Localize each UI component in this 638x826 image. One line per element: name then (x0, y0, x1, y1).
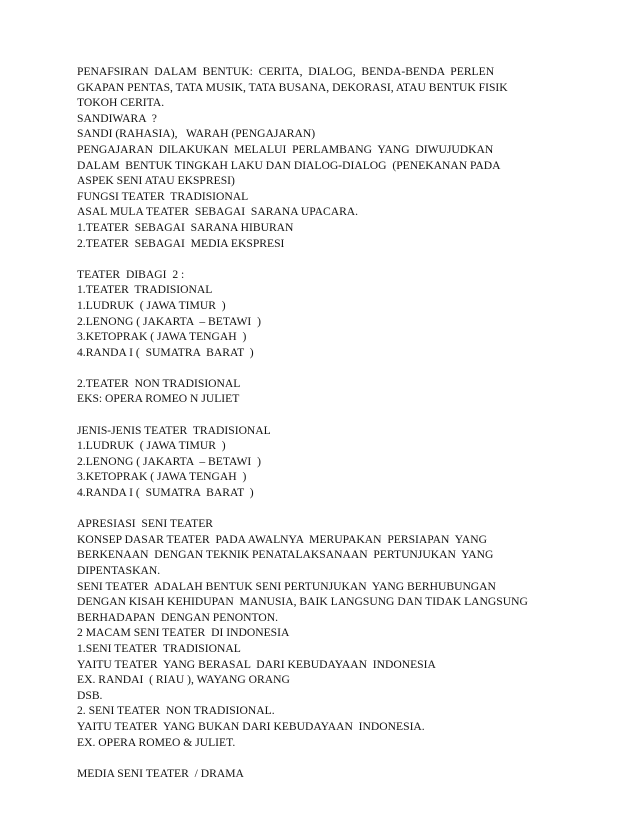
text-line: 1.LUDRUK ( JAWA TIMUR ) (77, 439, 226, 453)
text-line: DALAM BENTUK TINGKAH LAKU DAN DIALOG-DIALOG (PENEKANAN PADA (77, 158, 501, 172)
blank-line (77, 501, 577, 517)
text-line: 2.LENONG ( JAKARTA – BETAWI ) (77, 314, 261, 328)
text-line: 1.SENI TEATER TRADISIONAL (77, 641, 241, 655)
text-line: BERKENAAN DENGAN TEKNIK PENATALAKSANAAN PERTUNJUKAN YANG (77, 548, 494, 562)
text-line: EX. RANDAI ( RIAU ), WAYANG ORANG (77, 673, 290, 687)
text-line: DSB. (77, 688, 103, 702)
text-line: PENAFSIRAN DALAM BENTUK: CERITA, DIALOG, BENDA-BENDA PERLEN (77, 65, 495, 78)
text-line: ASAL MULA TEATER SEBAGAI SARANA UPACARA. (77, 205, 359, 219)
text-line: 3.KETOPRAK ( JAWA TENGAH ) (77, 470, 247, 484)
text-line: 2. SENI TEATER NON TRADISIONAL. (77, 704, 275, 718)
text-line: 1.TEATER TRADISIONAL (77, 283, 213, 297)
blank-line (77, 750, 577, 766)
text-line: SENI TEATER ADALAH BENTUK SENI PERTUNJUKAN YANG BERHUBUNGAN (77, 579, 496, 593)
blank-line (77, 407, 577, 423)
text-line: SANDIWARA ? (77, 111, 157, 125)
text-line: 2.LENONG ( JAKARTA – BETAWI ) (77, 454, 261, 468)
text-line: 4.RANDA I ( SUMATRA BARAT ) (77, 345, 254, 359)
text-line: 2.TEATER SEBAGAI MEDIA EKSPRESI (77, 236, 285, 250)
text-line: 3.KETOPRAK ( JAWA TENGAH ) (77, 330, 247, 344)
text-line: TOKOH CERITA. (77, 96, 165, 110)
text-line: DIPENTASKAN. (77, 564, 161, 577)
text-line: BERHADAPAN DENGAN PENONTON. (77, 610, 278, 624)
text-line: EKS: OPERA ROMEO N JULIET (77, 392, 240, 406)
text-line: 2 MACAM SENI TEATER DI INDONESIA (77, 626, 290, 640)
text-line: EX. OPERA ROMEO & JULIET. (77, 735, 236, 749)
text-line: DENGAN KISAH KEHIDUPAN MANUSIA, BAIK LANGSUNG DAN TIDAK LANGSUNG (77, 595, 528, 609)
document-body (77, 64, 577, 781)
blank-line (77, 251, 577, 267)
blank-line (77, 360, 577, 376)
text-line: GKAPAN PENTAS, TATA MUSIK, TATA BUSANA, DEKORASI, ATAU BENTUK FISIK (77, 80, 508, 94)
text-line: 2.TEATER NON TRADISIONAL (77, 376, 241, 390)
text-line: 1.LUDRUK ( JAWA TIMUR ) (77, 298, 226, 312)
text-line: TEATER DIBAGI 2 : (77, 267, 185, 281)
text-line: APRESIASI SENI TEATER (77, 517, 214, 531)
text-line: ASPEK SENI ATAU EKSPRESI) (77, 174, 235, 188)
text-line: 4.RANDA I ( SUMATRA BARAT ) (77, 486, 254, 500)
text-line: 1.TEATER SEBAGAI SARANA HIBURAN (77, 220, 294, 234)
text-line: MEDIA SENI TEATER / DRAMA (77, 766, 244, 780)
text-line: YAITU TEATER YANG BERASAL DARI KEBUDAYAAN INDONESIA (77, 657, 436, 671)
text-line: PENGAJARAN DILAKUKAN MELALUI PERLAMBANG YANG DIWUJUDKAN (77, 142, 494, 156)
text-line: FUNGSI TEATER TRADISIONAL (77, 189, 249, 203)
text-line: JENIS-JENIS TEATER TRADISIONAL (77, 423, 271, 437)
text-line: SANDI (RAHASIA), WARAH (PENGAJARAN) (77, 127, 316, 141)
text-line: KONSEP DASAR TEATER PADA AWALNYA MERUPAKAN PERSIAPAN YANG (77, 532, 487, 546)
text-line: YAITU TEATER YANG BUKAN DARI KEBUDAYAAN INDONESIA. (77, 719, 425, 733)
